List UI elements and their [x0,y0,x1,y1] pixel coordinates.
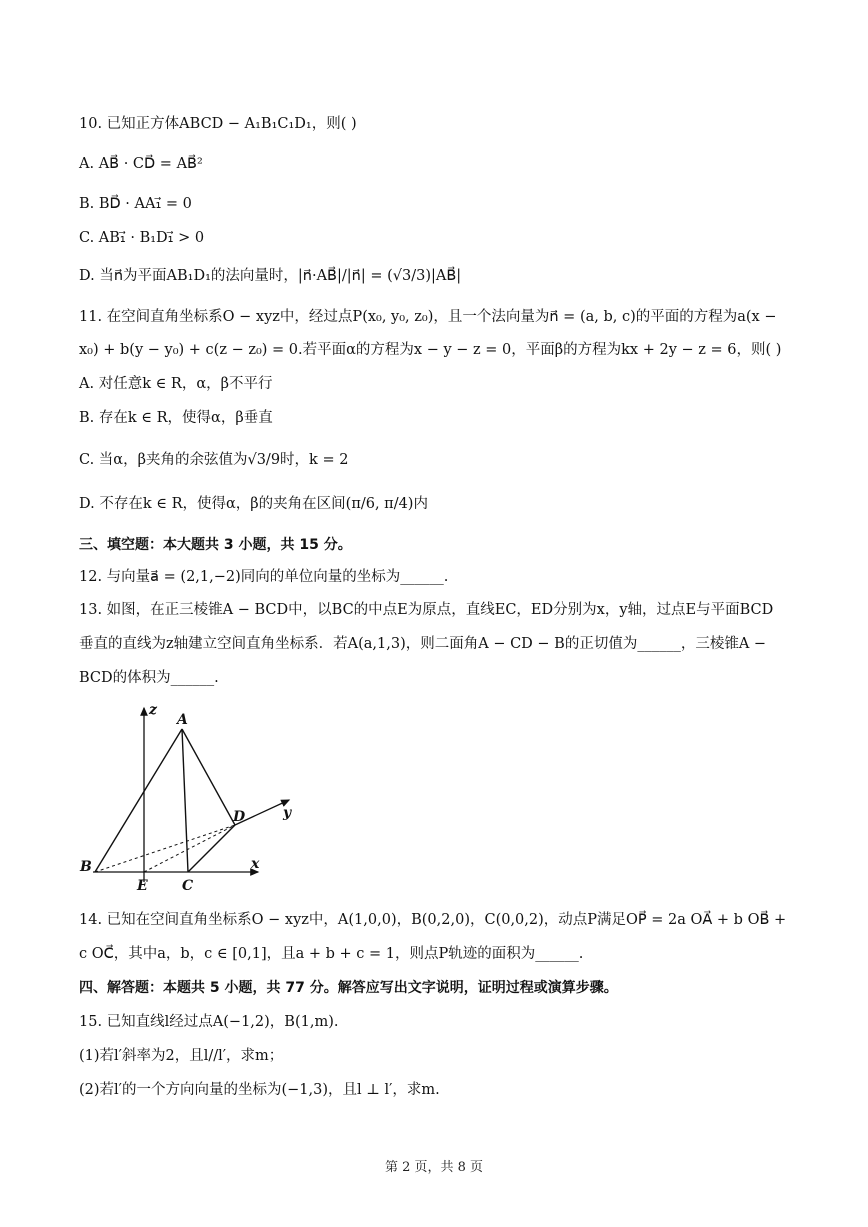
label-b: B [80,859,92,875]
q10-option-b: B. BD⃗ · AA₁⃗ = 0 [79,196,192,212]
label-y: y [283,805,292,821]
q15-part1: (1)若l′斜率为2，且l//l′，求m； [79,1048,284,1064]
q15-part2: (2)若l′的一个方向向量的坐标为(−1,3)，且l ⊥ l′，求m. [79,1082,440,1098]
label-c: C [182,878,194,894]
q11-option-d: D. 不存在k ∈ R，使得α，β的夹角在区间(π/6, π/4)内 [79,496,428,512]
label-a: A [177,712,188,728]
q10-option-d: D. 当n⃗为平面AB₁D₁的法向量时，|n⃗·AB⃗|/|n⃗| = (√3/3)|AB⃗| [79,268,462,284]
q13-stem-line3: BCD的体积为______. [79,670,219,686]
q14-stem-line1: 14. 已知在空间直角坐标系O − xyz中，A(1,0,0)，B(0,2,0)，C(0,0,2)，动点P满足OP⃗ = 2a OA⃗ + b OB⃗ + [79,912,787,928]
section-3-heading: 三、填空题：本大题共 3 小题，共 15 分。 [79,537,352,553]
q11-stem-line2: x₀) + b(y − y₀) + c(z − z₀) = 0.若平面α的方程为x − y − z = 0，平面β的方程为kx + 2y − z = 6，则( ) [79,342,782,358]
edge-cd [188,825,235,872]
tetrahedron-figure [75,700,305,895]
q13-stem-line1: 13. 如图，在正三棱锥A − BCD中，以BC的中点E为原点，直线EC，ED分别为x，y轴，过点E与平面BCD [79,602,774,618]
q12-stem: 12. 与向量a⃗ = (2,1,−2)同向的单位向量的坐标为______. [79,569,449,585]
q10-option-c: C. AB₁⃗ · B₁D₁⃗ > 0 [79,230,205,246]
label-x: x [251,856,260,872]
q11-stem-line1: 11. 在空间直角坐标系O − xyz中，经过点P(x₀, y₀, z₀)，且一个法向量为n⃗ = (a, b, c)的平面的方程为a(x − [79,309,777,325]
page-footer: 第 2 页，共 8 页 [384,1160,484,1175]
q14-stem-line2: c OC⃗，其中a，b，c ∈ [0,1]，且a + b + c = 1，则点P轨迹的面积为______. [79,946,584,962]
edge-bd-hidden [95,825,235,872]
q11-option-c: C. 当α，β夹角的余弦值为√3/9时，k = 2 [79,452,349,468]
q10-option-a: A. AB⃗ · CD⃗ = AB⃗² [79,156,203,172]
q11-option-b: B. 存在k ∈ R，使得α，β垂直 [79,410,273,426]
q11-option-a: A. 对任意k ∈ R，α，β不平行 [79,376,273,392]
segment-ed-hidden [144,825,235,872]
edge-ad [182,729,235,825]
q10-stem: 10. 已知正方体ABCD − A₁B₁C₁D₁，则( ) [79,116,357,132]
q13-stem-line2: 垂直的直线为z轴建立空间直角坐标系．若A(a,1,3)，则二面角A − CD − B的正切值为______，三棱锥A − [79,636,767,652]
edge-ab [95,729,182,872]
label-d: D [233,809,246,825]
label-e: E [137,878,148,894]
section-4-heading: 四、解答题：本题共 5 小题，共 77 分。解答应写出文字说明，证明过程或演算步骤。 [79,980,618,996]
edge-ac [182,729,188,872]
q15-stem: 15. 已知直线l经过点A(−1,2)，B(1,m). [79,1014,339,1030]
label-z: z [149,702,157,718]
